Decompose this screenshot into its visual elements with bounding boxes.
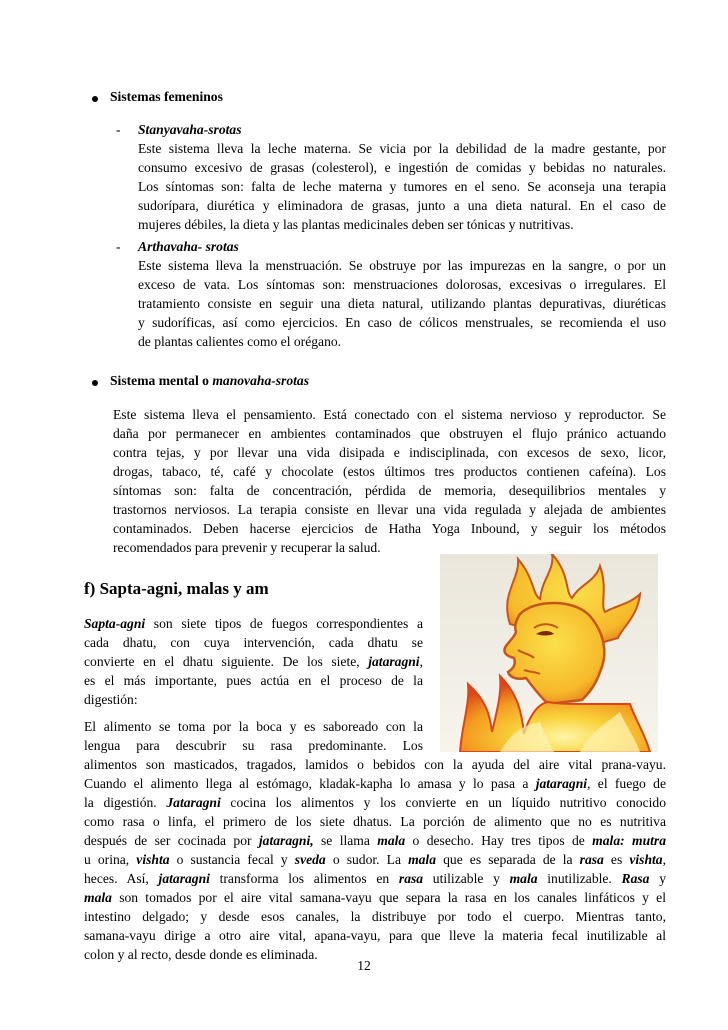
term: mala [509, 871, 538, 886]
text-span: después de ser cocinada por [84, 833, 259, 848]
bullet-dot [92, 96, 98, 102]
text-line: de plantas calientes como el orégano. [138, 334, 342, 349]
text-line: exceso de vata. Los síntomas son: menstruaciones dolorosas, excesivas o irregulares. El [138, 277, 666, 292]
paragraph-digestion-wide [84, 755, 666, 964]
term: mala: mutra [592, 833, 666, 848]
text-span: es [603, 852, 630, 867]
term: vishta [136, 852, 170, 867]
text-span: y [649, 871, 666, 886]
text-line: consumo excesivo de grasas (colesterol), e ingestión de comidas y bebidas no naturales. [138, 160, 666, 175]
paragraph-digestion-narrow [84, 717, 423, 755]
text-span: o sustancia fecal y [169, 852, 295, 867]
text-span: convierte en el dhatu siguiente. De los siete, [84, 654, 369, 669]
text-line: digestión: [84, 692, 138, 707]
term: Jataragni [166, 795, 221, 810]
section-title-f: f) Sapta-agni, malas y am [84, 579, 269, 598]
text-span: utilizable y [423, 871, 510, 886]
text-line: contra tejas, y por llevar una vida disipada e indisciplinada, con excesos de sexo, licor, [113, 445, 666, 460]
text-span: inutilizable. [537, 871, 622, 886]
text-span: o sudor. La [325, 852, 409, 867]
paragraph-stanyavaha [138, 139, 666, 234]
term: jataragni [535, 776, 588, 791]
text-line [84, 869, 666, 888]
text-span: transforma los alimentos en [209, 871, 399, 886]
text-span: o desecho. Hay tres tipos de [405, 833, 593, 848]
text-line [84, 850, 666, 869]
text-span: se llama [313, 833, 378, 848]
text-span: Cuando el alimento llega al estómago, kladak-kapha lo amasa y lo pasa a [84, 776, 536, 791]
term: rasa [579, 852, 604, 867]
text-line [84, 652, 423, 671]
text-span: cocina los alimentos y los convierte en un líquido nutritivo conocido [220, 795, 666, 810]
term: mala [408, 852, 437, 867]
term: mala [84, 890, 112, 905]
text-span: que es separada de la [436, 852, 580, 867]
heading-italic: manovaha-srotas [212, 373, 310, 388]
term: Rasa [621, 871, 650, 886]
text-line: síntomas son: falta de concentración, pérdida de memoria, desequilibrios mentales y [113, 483, 666, 498]
text-line: mujeres débiles, la dieta y las plantas medicinales deben ser tónicas y nutritivas. [138, 217, 574, 232]
fire-face-figure [440, 554, 658, 752]
dash-marker: - [116, 122, 121, 137]
text-line: daña por permanecer en ambientes contaminados que obstruyen el flujo pránico actuando [113, 426, 666, 441]
dash-marker: - [116, 239, 121, 254]
text-line: Este sistema lleva la menstruación. Se obstruye por las impurezas en la sangre, o por un [138, 258, 666, 273]
text-line: cada dhatu, con cuya intervención, cada dhatu se [84, 635, 423, 650]
text-line [84, 614, 423, 633]
text-line: Este sistema lleva la leche materna. Se vicia por la debilidad de la madre gestante, por [138, 141, 666, 156]
text-line: como rasa o linfa, el primero de los siete dhatus. La porción de alimento que no es nutritiva [84, 814, 666, 829]
paragraph-mental [113, 405, 666, 557]
text-line: sudorípara, diurética y eliminadora de grasas, junto a una dieta natural. En el caso de [138, 198, 666, 213]
page-number: 12 [357, 958, 371, 973]
text-line: drogas, tabaco, té, café y chocolate (estos últimos tres productos contienen cafeína). Los [113, 464, 666, 479]
section-heading-mental [110, 371, 309, 390]
text-line [84, 793, 666, 812]
text-span: u orina, [84, 852, 137, 867]
text-line: recomendados para prevenir y recuperar la salud. [113, 540, 381, 555]
text-line: y sudoríficas, así como ejercicios. En caso de cólicos menstruales, se recomienda el uso [138, 315, 666, 330]
text-span: son tomados por el aire vital samana-vayu que separa la rasa en los canales linfáticos y el [111, 890, 666, 905]
text-line [84, 888, 666, 907]
text-line: tratamiento consiste en seguir una dieta natural, utilizando plantas depurativas, diuréticas [138, 296, 666, 311]
term: jataragni, [258, 833, 314, 848]
text-span: son siete tipos de fuegos correspondientes a [145, 616, 423, 631]
text-line: es el más importante, pues actúa en el proceso de la [84, 673, 423, 688]
text-span: heces. Así, [84, 871, 159, 886]
text-line: lengua para descubrir su rasa predominante. Los [84, 738, 423, 753]
bullet-dot [92, 380, 98, 386]
text-line: alimentos son masticados, tragados, lamidos o bebidos con la ayuda del aire vital prana-vayu. [84, 757, 666, 772]
text-line: intestino delgado; y desde esos canales, la distribuye por todo el cuerpo. Mientras tanto, [84, 909, 666, 924]
fire-face-icon [440, 554, 658, 752]
text-line: El alimento se toma por la boca y es saboreado con la [84, 719, 423, 734]
text-line: Los síntomas son: falta de leche materna y tumores en el seno. Se aconseja una terapia [138, 179, 666, 194]
text-line: colon y al recto, desde donde es eliminada. [84, 947, 318, 962]
text-line: trastornos nerviosos. La terapia consiste en llevar una vida regulada y alejada de ambientes [113, 502, 666, 517]
term: sveda [294, 852, 326, 867]
text-span: , [419, 654, 423, 669]
term: jataragni [158, 871, 210, 886]
term: mala [377, 833, 406, 848]
subsection-title-stanyavaha: Stanyavaha-srotas [138, 122, 242, 137]
text-span: , [662, 852, 666, 867]
heading-plain: Sistema mental o [110, 373, 213, 388]
text-line: samana-vayu dirige a otro aire vital, apana-vayu, para que lleve la materia fecal inutilizable al [84, 928, 666, 943]
term: Sapta-agni [84, 616, 146, 631]
section-heading-femeninos: Sistemas femeninos [110, 89, 223, 104]
paragraph-sapta-agni [84, 614, 423, 709]
text-line [84, 831, 666, 850]
paragraph-arthavaha [138, 256, 666, 351]
term: rasa [398, 871, 424, 886]
term: jataragni [368, 654, 420, 669]
text-span: la digestión. [84, 795, 167, 810]
text-line: Este sistema lleva el pensamiento. Está conectado con el sistema nervioso y reproductor. Se [113, 407, 666, 422]
text-span: , el fuego de [587, 776, 666, 791]
subsection-title-arthavaha: Arthavaha- srotas [138, 239, 239, 254]
term: vishta [629, 852, 663, 867]
text-line: contaminados. Deben hacerse ejercicios de Hatha Yoga Inbound, y seguir los métodos [113, 521, 666, 536]
text-line [84, 774, 666, 793]
